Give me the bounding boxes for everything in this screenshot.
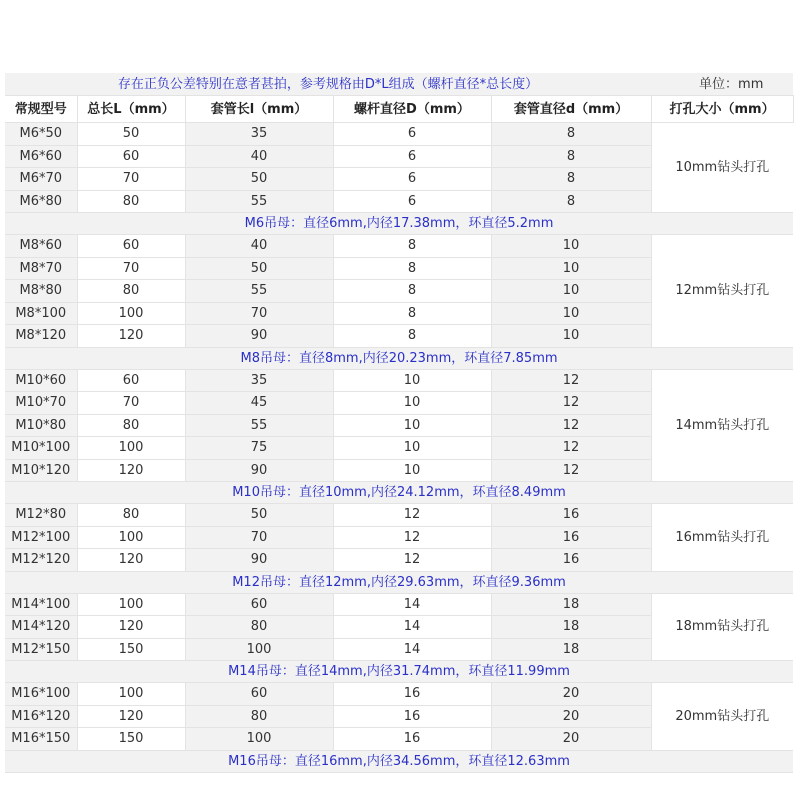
sleeve-diameter-cell: 20 (491, 728, 651, 751)
sleeve-length-cell: 80 (185, 705, 333, 728)
total-length-cell: 120 (77, 616, 185, 639)
bolt-diameter-cell: 12 (333, 526, 491, 549)
drill-size-cell: 12mm钻头打孔 (651, 235, 793, 348)
sleeve-length-cell: 50 (185, 504, 333, 527)
sleeve-diameter-cell: 10 (491, 280, 651, 303)
model-cell: M10*120 (5, 459, 77, 482)
bolt-diameter-cell: 8 (333, 235, 491, 258)
model-cell: M16*120 (5, 705, 77, 728)
total-length-cell: 120 (77, 459, 185, 482)
nut-spec-note: M8吊母：直径8mm,内径20.23mm，环直径7.85mm (5, 347, 793, 369)
bolt-diameter-cell: 14 (333, 616, 491, 639)
sleeve-length-cell: 55 (185, 414, 333, 437)
sleeve-diameter-cell: 18 (491, 593, 651, 616)
model-cell: M14*120 (5, 616, 77, 639)
sleeve-length-cell: 70 (185, 526, 333, 549)
bolt-diameter-cell: 16 (333, 683, 491, 706)
model-cell: M16*150 (5, 728, 77, 751)
bolt-diameter-cell: 10 (333, 414, 491, 437)
sleeve-length-cell: 60 (185, 593, 333, 616)
bolt-diameter-cell: 12 (333, 549, 491, 572)
sleeve-diameter-cell: 12 (491, 437, 651, 460)
model-cell: M8*70 (5, 257, 77, 280)
col-bolt-diameter-header: 螺杆直径D（mm） (333, 96, 491, 123)
model-cell: M8*60 (5, 235, 77, 258)
model-cell: M6*80 (5, 190, 77, 213)
bolt-diameter-cell: 6 (333, 190, 491, 213)
sleeve-length-cell: 35 (185, 369, 333, 392)
spec-table (5, 73, 794, 773)
bolt-diameter-cell: 6 (333, 145, 491, 168)
model-cell: M10*80 (5, 414, 77, 437)
sleeve-length-cell: 55 (185, 190, 333, 213)
total-length-cell: 120 (77, 549, 185, 572)
sleeve-diameter-cell: 8 (491, 168, 651, 191)
total-length-cell: 120 (77, 705, 185, 728)
col-drill-size-header: 打孔大小（mm） (651, 96, 793, 123)
total-length-cell: 100 (77, 683, 185, 706)
total-length-cell: 70 (77, 168, 185, 191)
sleeve-diameter-cell: 8 (491, 145, 651, 168)
total-length-cell: 100 (77, 526, 185, 549)
sleeve-diameter-cell: 12 (491, 459, 651, 482)
bolt-diameter-cell: 10 (333, 369, 491, 392)
bolt-diameter-cell: 8 (333, 257, 491, 280)
total-length-cell: 60 (77, 369, 185, 392)
sleeve-diameter-cell: 10 (491, 302, 651, 325)
model-cell: M8*120 (5, 325, 77, 348)
total-length-cell: 100 (77, 437, 185, 460)
nut-spec-row (5, 482, 793, 504)
total-length-cell: 80 (77, 280, 185, 303)
nut-spec-note: M6吊母：直径6mm,内径17.38mm，环直径5.2mm (5, 213, 793, 235)
bolt-diameter-cell: 8 (333, 302, 491, 325)
model-cell: M12*80 (5, 504, 77, 527)
bolt-diameter-cell: 14 (333, 593, 491, 616)
model-cell: M6*60 (5, 145, 77, 168)
total-length-cell: 70 (77, 257, 185, 280)
model-cell: M14*100 (5, 593, 77, 616)
column-header-row (5, 96, 793, 123)
model-cell: M16*100 (5, 683, 77, 706)
spec-table-body (5, 123, 793, 773)
total-length-cell: 120 (77, 325, 185, 348)
sleeve-diameter-cell: 16 (491, 526, 651, 549)
nut-spec-row (5, 571, 793, 593)
total-length-cell: 70 (77, 392, 185, 415)
sleeve-length-cell: 40 (185, 145, 333, 168)
drill-size-cell: 18mm钻头打孔 (651, 593, 793, 661)
drill-size-cell: 16mm钻头打孔 (651, 504, 793, 572)
model-cell: M10*70 (5, 392, 77, 415)
total-length-cell: 60 (77, 235, 185, 258)
sleeve-length-cell: 60 (185, 683, 333, 706)
sleeve-diameter-cell: 18 (491, 616, 651, 639)
sleeve-length-cell: 80 (185, 616, 333, 639)
nut-spec-row (5, 347, 793, 369)
nut-spec-note: M16吊母：直径16mm,内径34.56mm，环直径12.63mm (5, 750, 793, 772)
sleeve-diameter-cell: 10 (491, 235, 651, 258)
nut-spec-row (5, 213, 793, 235)
table-caption-row (5, 73, 793, 96)
bolt-diameter-cell: 6 (333, 123, 491, 146)
sleeve-length-cell: 50 (185, 257, 333, 280)
nut-spec-row (5, 661, 793, 683)
total-length-cell: 150 (77, 638, 185, 661)
nut-spec-note: M10吊母：直径10mm,内径24.12mm，环直径8.49mm (5, 482, 793, 504)
sleeve-length-cell: 90 (185, 549, 333, 572)
sleeve-diameter-cell: 12 (491, 414, 651, 437)
total-length-cell: 60 (77, 145, 185, 168)
total-length-cell: 80 (77, 190, 185, 213)
sleeve-diameter-cell: 8 (491, 123, 651, 146)
sleeve-diameter-cell: 20 (491, 683, 651, 706)
sleeve-diameter-cell: 12 (491, 369, 651, 392)
table-row (5, 369, 793, 392)
table-row (5, 123, 793, 146)
total-length-cell: 100 (77, 593, 185, 616)
nut-spec-note: M14吊母：直径14mm,内径31.74mm，环直径11.99mm (5, 661, 793, 683)
bolt-diameter-cell: 10 (333, 392, 491, 415)
model-cell: M12*100 (5, 526, 77, 549)
model-cell: M6*70 (5, 168, 77, 191)
sleeve-diameter-cell: 16 (491, 504, 651, 527)
bolt-diameter-cell: 12 (333, 504, 491, 527)
total-length-cell: 80 (77, 414, 185, 437)
model-cell: M8*80 (5, 280, 77, 303)
sleeve-diameter-cell: 10 (491, 257, 651, 280)
spec-table-container (5, 73, 793, 773)
sleeve-diameter-cell: 16 (491, 549, 651, 572)
bolt-diameter-cell: 10 (333, 459, 491, 482)
col-sleeve-length-header: 套管长l（mm） (185, 96, 333, 123)
sleeve-length-cell: 40 (185, 235, 333, 258)
nut-spec-note: M12吊母：直径12mm,内径29.63mm，环直径9.36mm (5, 571, 793, 593)
sleeve-diameter-cell: 8 (491, 190, 651, 213)
drill-size-cell: 14mm钻头打孔 (651, 369, 793, 482)
sleeve-diameter-cell: 12 (491, 392, 651, 415)
sleeve-diameter-cell: 20 (491, 705, 651, 728)
bolt-diameter-cell: 16 (333, 705, 491, 728)
sleeve-length-cell: 75 (185, 437, 333, 460)
col-total-length-header: 总长L（mm） (77, 96, 185, 123)
sleeve-length-cell: 90 (185, 325, 333, 348)
bolt-diameter-cell: 6 (333, 168, 491, 191)
table-row (5, 504, 793, 527)
model-cell: M10*100 (5, 437, 77, 460)
model-cell: M12*150 (5, 638, 77, 661)
bolt-diameter-cell: 16 (333, 728, 491, 751)
bolt-diameter-cell: 8 (333, 280, 491, 303)
total-length-cell: 50 (77, 123, 185, 146)
drill-size-cell: 10mm钻头打孔 (651, 123, 793, 213)
model-cell: M6*50 (5, 123, 77, 146)
sleeve-diameter-cell: 10 (491, 325, 651, 348)
col-model-header: 常规型号 (5, 96, 77, 123)
sleeve-length-cell: 100 (185, 728, 333, 751)
sleeve-diameter-cell: 18 (491, 638, 651, 661)
table-row (5, 683, 793, 706)
sleeve-length-cell: 70 (185, 302, 333, 325)
sleeve-length-cell: 45 (185, 392, 333, 415)
sleeve-length-cell: 90 (185, 459, 333, 482)
tolerance-note: 存在正负公差特别在意者甚拍，参考规格由D*L组成（螺杆直径*总长度） (5, 73, 651, 96)
bolt-diameter-cell: 14 (333, 638, 491, 661)
sleeve-length-cell: 35 (185, 123, 333, 146)
unit-label: 单位：mm (651, 73, 793, 96)
model-cell: M8*100 (5, 302, 77, 325)
total-length-cell: 150 (77, 728, 185, 751)
total-length-cell: 100 (77, 302, 185, 325)
model-cell: M10*60 (5, 369, 77, 392)
model-cell: M12*120 (5, 549, 77, 572)
total-length-cell: 80 (77, 504, 185, 527)
bolt-diameter-cell: 8 (333, 325, 491, 348)
nut-spec-row (5, 750, 793, 772)
drill-size-cell: 20mm钻头打孔 (651, 683, 793, 751)
col-sleeve-diameter-header: 套管直径d（mm） (491, 96, 651, 123)
sleeve-length-cell: 55 (185, 280, 333, 303)
sleeve-length-cell: 100 (185, 638, 333, 661)
sleeve-length-cell: 50 (185, 168, 333, 191)
table-row (5, 593, 793, 616)
bolt-diameter-cell: 10 (333, 437, 491, 460)
table-row (5, 235, 793, 258)
